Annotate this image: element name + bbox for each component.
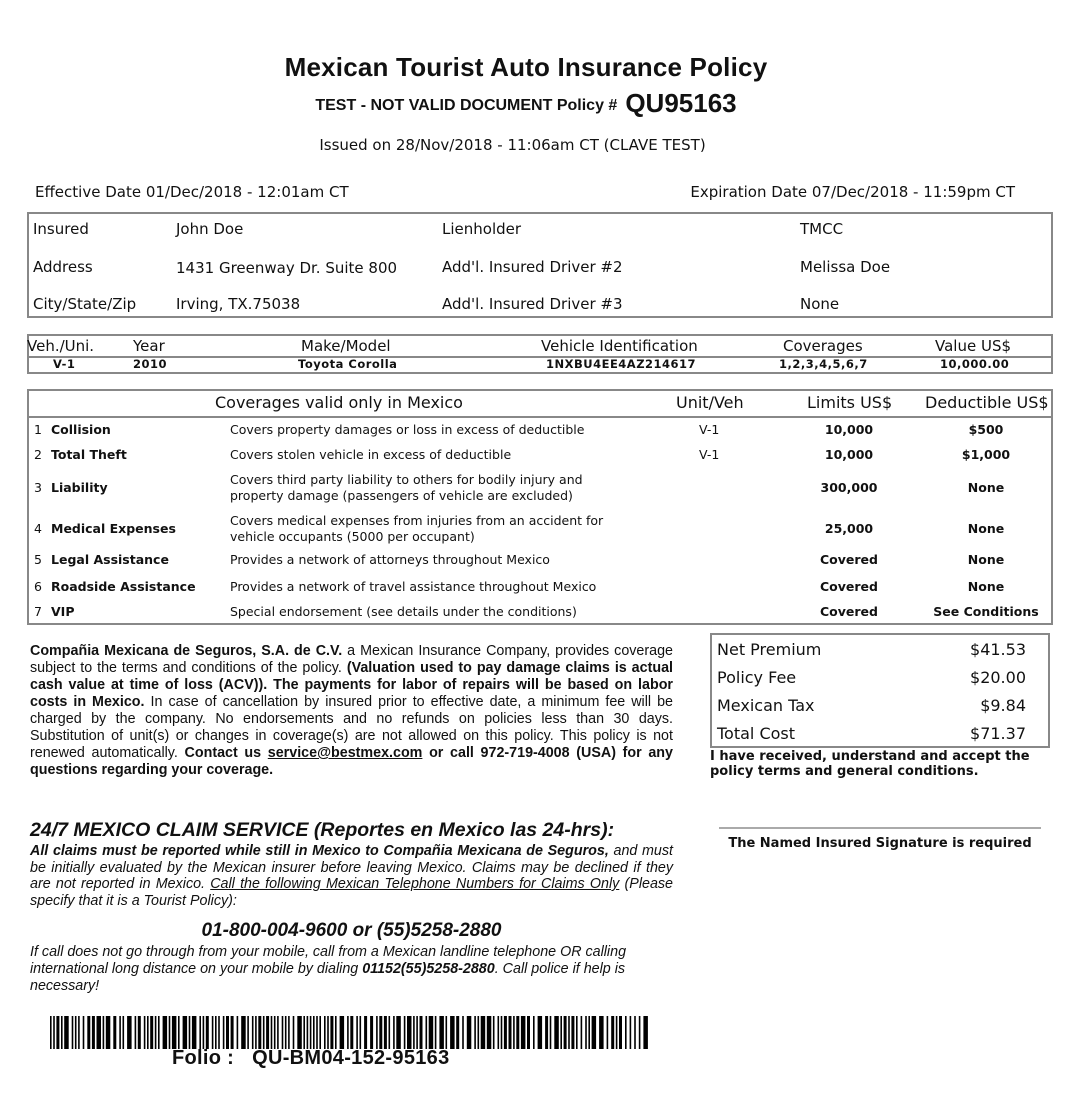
vehicle-year: 2010 [133, 357, 168, 371]
barcode-bar [258, 1016, 261, 1049]
coverages-header-title: Coverages valid only in Mexico [215, 393, 463, 412]
expiration-date: Expiration Date 07/Dec/2018 - 11:59pm CT [690, 183, 1015, 201]
coverage-desc: Covers third party liability to others for bodily injury and [230, 472, 583, 487]
mobile-text-2: . Call police if help is necessary! [30, 961, 626, 994]
premium-value: $41.53 [970, 640, 1026, 659]
coverage-limit: 10,000 [824, 422, 874, 437]
barcode-bar [169, 1016, 171, 1049]
barcode-bar [404, 1016, 406, 1049]
barcode-bar [316, 1016, 318, 1049]
legal-bold-1: (Valuation used to pay damage claims is actual cash value at time of loss (ACV)). The payments for labor of repairs will be based on labor costs in Mexico. [30, 660, 673, 710]
coverage-name: Liability [51, 480, 108, 495]
barcode-bar [467, 1016, 472, 1049]
barcode-bar [327, 1016, 329, 1049]
international-number: 01152(55)5258-2880 [362, 961, 495, 977]
barcode-bar [592, 1016, 597, 1049]
coverage-limit: 10,000 [824, 447, 874, 462]
claim-service-heading: 24/7 MEXICO CLAIM SERVICE (Reportes en Mexico las 24-hrs): [30, 819, 615, 841]
vehicle-unit: V-1 [53, 357, 76, 371]
signature-required-text: The Named Insured Signature is required [728, 836, 1032, 851]
coverages-header-unit: Unit/Veh [676, 393, 744, 412]
barcode-bar [218, 1016, 220, 1049]
vehicle-header-unit: Veh./Uni. [27, 337, 95, 355]
legal-terms [30, 643, 673, 779]
barcode-bar [103, 1016, 105, 1049]
coverage-deductible: None [967, 552, 1005, 567]
premium-label: Total Cost [717, 724, 796, 743]
barcode-bar [61, 1016, 63, 1049]
driver3-value: None [800, 295, 840, 313]
barcode-bar [192, 1016, 197, 1049]
barcode-bar [435, 1016, 437, 1049]
barcode-bar [92, 1016, 95, 1049]
mobile-text-1: If call does not go through from your mobile, call from a Mexican landline telephone OR calling international long distance on your mobile by dialing [30, 944, 627, 977]
coverage-deductible: $500 [968, 422, 1004, 437]
barcode-bar [172, 1016, 177, 1049]
barcode-bar [330, 1016, 333, 1049]
barcode-bar [263, 1016, 265, 1049]
coverage-num: 2 [34, 447, 42, 462]
coverage-name: Medical Expenses [51, 521, 176, 536]
barcode-bar [147, 1016, 149, 1049]
document-title: Mexican Tourist Auto Insurance Policy [284, 52, 768, 82]
barcode-bar [303, 1016, 305, 1049]
folio [172, 1047, 450, 1070]
barcode-bar [215, 1016, 217, 1049]
premium-summary [710, 633, 1050, 748]
barcode-bar [407, 1016, 412, 1049]
premium-value: $9.84 [980, 696, 1026, 715]
barcode-bar [571, 1016, 574, 1049]
barcode-bar [206, 1016, 209, 1049]
coverage-limit: Covered [820, 604, 878, 619]
lienholder-value: TMCC [800, 220, 844, 238]
barcode-bar [199, 1016, 201, 1049]
barcode-bar [550, 1016, 552, 1049]
claim-instructions [30, 843, 673, 909]
barcode-bar [350, 1016, 353, 1049]
barcode-bar [619, 1016, 622, 1049]
barcode-bar [516, 1016, 519, 1049]
coverages-header-deductible: Deductible US$ [925, 393, 1049, 412]
barcode-bar [155, 1016, 157, 1049]
coverage-desc-line2: property damage (passengers of vehicle are excluded) [230, 488, 573, 503]
barcode-bar [643, 1016, 648, 1049]
coverage-unit: V-1 [699, 422, 720, 437]
issued-date: Issued on 28/Nov/2018 - 11:06am CT (CLAVE TEST) [319, 136, 706, 154]
barcode-bar [113, 1016, 116, 1049]
barcode-bar [231, 1016, 234, 1049]
barcode-bar [568, 1016, 570, 1049]
barcode-bar [364, 1016, 367, 1049]
barcode-bar [247, 1016, 249, 1049]
address-label: Address [33, 258, 93, 276]
coverage-limit: Covered [820, 579, 878, 594]
barcode-bar [498, 1016, 500, 1049]
barcode-bar [97, 1016, 102, 1049]
claim-text-1: and must be initially evaluated by the Mexican insurer before leaving Mexico. Claims may be declined if they are not reported in Mexico. [30, 843, 674, 892]
barcode-bar [396, 1016, 401, 1049]
barcode-bar [630, 1016, 632, 1049]
folio-label: Folio : [172, 1047, 235, 1069]
policy-number: QU95163 [625, 88, 737, 118]
barcode-bar [538, 1016, 543, 1049]
vehicle-header-vin: Vehicle Identification [541, 337, 698, 355]
barcode-bar [150, 1016, 153, 1049]
barcode-bar [481, 1016, 486, 1049]
signature-line [719, 827, 1041, 829]
barcode-bar [474, 1016, 476, 1049]
vehicle-header-year: Year [133, 337, 165, 355]
vehicle-header-make: Make/Model [301, 337, 391, 355]
barcode-bar [288, 1016, 290, 1049]
barcode-bar [313, 1016, 315, 1049]
company-name: Compañia Mexicana de Seguros, S.A. de C.V. [30, 643, 343, 659]
barcode-bar [319, 1016, 321, 1049]
barcode-bar [513, 1016, 515, 1049]
coverage-limit: Covered [820, 552, 878, 567]
claim-underline: Call the following Mexican Telephone Numbers for Claims Only [210, 876, 620, 892]
barcode-bar [241, 1016, 246, 1049]
barcode-bar [163, 1016, 168, 1049]
claim-text-2: (Please specify that it is a Tourist Policy): [30, 876, 673, 909]
legal-phone: or call 972-719-4008 (USA) for any questions regarding your coverage. [30, 745, 673, 778]
premium-label: Net Premium [717, 640, 822, 659]
barcode-bar [53, 1016, 55, 1049]
barcode-bar [135, 1016, 137, 1049]
barcode-bar [226, 1016, 229, 1049]
coverage-num: 5 [34, 552, 42, 567]
coverage-deductible: None [967, 521, 1005, 536]
barcode-bar [420, 1016, 423, 1049]
insured-info-box [27, 212, 1053, 318]
coverage-num: 1 [34, 422, 42, 437]
coverage-name: Collision [51, 422, 111, 437]
barcode-bar [393, 1016, 395, 1049]
coverage-deductible: None [967, 579, 1005, 594]
barcode-bar [379, 1016, 382, 1049]
barcode-bar [123, 1016, 125, 1049]
legal-text-1: a Mexican Insurance Company, provides coverage subject to the terms and conditions of the policy. [30, 643, 674, 676]
coverage-name: Legal Assistance [51, 552, 169, 567]
barcode-bar [307, 1016, 309, 1049]
barcode-bar [138, 1016, 141, 1049]
lienholder-label: Lienholder [442, 220, 522, 238]
claim-bold: All claims must be reported while still in Mexico to Compañia Mexicana de Seguros, [30, 843, 609, 859]
barcode-bar [335, 1016, 337, 1049]
subtitle-text: TEST - NOT VALID DOCUMENT Policy # [315, 97, 618, 114]
barcode-bar [282, 1016, 284, 1049]
barcode-bar [616, 1016, 618, 1049]
document-subtitle [0, 88, 1052, 119]
barcode-bar [106, 1016, 111, 1049]
barcode-bar [64, 1016, 69, 1049]
barcode-bar [293, 1016, 295, 1049]
barcode-bar [266, 1016, 269, 1049]
barcode-bar [119, 1016, 121, 1049]
vehicle-vin: 1NXBU4EE4AZ214617 [546, 357, 697, 371]
premium-label: Policy Fee [717, 668, 797, 687]
barcode-bar [439, 1016, 444, 1049]
coverage-name: Total Theft [51, 447, 127, 462]
barcode-bar [87, 1016, 90, 1049]
barcode-bar [271, 1016, 273, 1049]
claim-phone-numbers: 01-800-004-9600 or (55)5258-2880 [201, 920, 502, 941]
barcode-bar [285, 1016, 287, 1049]
barcode-bar [370, 1016, 373, 1049]
barcode-bar [310, 1016, 312, 1049]
coverage-desc: Covers property damages or loss in excess of deductible [230, 422, 585, 437]
driver3-label: Add'l. Insured Driver #3 [442, 295, 623, 313]
coverages-table [27, 389, 1053, 625]
premium-value: $71.37 [970, 724, 1026, 743]
barcode-bar [509, 1016, 512, 1049]
barcode-bar [75, 1016, 77, 1049]
barcode-bar [588, 1016, 590, 1049]
barcode-bar [376, 1016, 378, 1049]
barcode-bar [212, 1016, 214, 1049]
barcode-bar [599, 1016, 604, 1049]
barcode-bar [487, 1016, 492, 1049]
barcode-bar [429, 1016, 434, 1049]
barcode-bar [564, 1016, 567, 1049]
coverage-name: VIP [51, 604, 75, 619]
insured-value: John Doe [176, 220, 244, 238]
barcode-bar [611, 1016, 614, 1049]
insured-label: Insured [33, 220, 89, 238]
barcode-bar [545, 1016, 548, 1049]
barcode-bar [416, 1016, 418, 1049]
mobile-instructions [30, 944, 673, 995]
barcode-bar [560, 1016, 562, 1049]
coverage-unit: V-1 [699, 447, 720, 462]
barcode-bar [625, 1016, 627, 1049]
coverage-desc: Covers stolen vehicle in excess of deductible [230, 447, 512, 462]
barcode-bar [426, 1016, 428, 1049]
coverage-num: 3 [34, 480, 42, 495]
barcode-bar [189, 1016, 191, 1049]
driver2-label: Add'l. Insured Driver #2 [442, 258, 623, 276]
barcode-bar [50, 1016, 52, 1049]
barcode-bar [576, 1016, 578, 1049]
coverage-limit: 25,000 [824, 521, 874, 536]
barcode-bar [501, 1016, 503, 1049]
coverage-desc-line2: vehicle occupants (5000 per occupant) [230, 529, 475, 544]
coverage-desc: Special endorsement (see details under the conditions) [230, 604, 577, 619]
acceptance-statement: I have received, understand and accept the policy terms and general conditions. [710, 749, 1030, 779]
coverage-deductible: See Conditions [933, 604, 1039, 619]
barcode-bar [504, 1016, 507, 1049]
premium-label: Mexican Tax [717, 696, 815, 715]
barcode-bar [237, 1016, 239, 1049]
barcode-bar [78, 1016, 80, 1049]
barcode-bar [178, 1016, 180, 1049]
barcode-bar [356, 1016, 358, 1049]
barcode-bar [347, 1016, 349, 1049]
legal-contact: Contact us [184, 745, 268, 761]
barcode-bar [277, 1016, 279, 1049]
barcode-bar [634, 1016, 636, 1049]
barcode-bar [456, 1016, 459, 1049]
coverage-desc: Covers medical expenses from injuries from an accident for [230, 513, 604, 528]
coverage-desc: Provides a network of attorneys throughout Mexico [230, 552, 550, 567]
folio-value: QU-BM04-152-95163 [252, 1047, 450, 1069]
address-value: 1431 Greenway Dr. Suite 800 [176, 259, 398, 277]
driver2-value: Melissa Doe [800, 258, 891, 276]
coverage-limit: 300,000 [820, 480, 878, 495]
vehicle-make: Toyota Corolla [298, 357, 398, 371]
barcode-bar [450, 1016, 455, 1049]
barcode-bar [324, 1016, 326, 1049]
barcode-bar [360, 1016, 362, 1049]
coverage-num: 7 [34, 604, 42, 619]
effective-date: Effective Date 01/Dec/2018 - 12:01am CT [35, 183, 349, 201]
barcode [50, 1016, 650, 1049]
vehicle-coverages: 1,2,3,4,5,6,7 [779, 357, 868, 371]
coverage-desc: Provides a network of travel assistance throughout Mexico [230, 579, 597, 594]
barcode-bar [72, 1016, 74, 1049]
vehicle-header-value: Value US$ [935, 337, 1012, 355]
vehicle-table [27, 334, 1053, 374]
coverage-num: 6 [34, 579, 42, 594]
barcode-bar [446, 1016, 448, 1049]
barcode-bar [223, 1016, 225, 1049]
barcode-bar [127, 1016, 132, 1049]
barcode-bar [255, 1016, 257, 1049]
legal-text-2: In case of cancellation by insured prior to effective date, a minimum fee will be charged by the company. No endorsements and no refunds on policies less than 30 days. Substitution of unit(s) or changes in coverage(s) are not allowed on this policy. This policy is not renewed automatically. [30, 694, 673, 761]
barcode-bar [297, 1016, 302, 1049]
vehicle-divider [29, 356, 1051, 358]
coverage-name: Roadside Assistance [51, 579, 196, 594]
barcode-bar [462, 1016, 464, 1049]
barcode-bar [533, 1016, 535, 1049]
barcode-bar [83, 1016, 85, 1049]
barcode-bar [527, 1016, 530, 1049]
barcode-bar [554, 1016, 559, 1049]
barcode-bar [493, 1016, 495, 1049]
coverage-num: 4 [34, 521, 42, 536]
coverage-deductible: $1,000 [961, 447, 1011, 462]
barcode-bar [183, 1016, 188, 1049]
barcode-bar [158, 1016, 160, 1049]
barcode-bar [340, 1016, 345, 1049]
barcode-bar [413, 1016, 415, 1049]
vehicle-header-coverages: Coverages [783, 337, 863, 355]
barcode-bar [607, 1016, 609, 1049]
barcode-bar [389, 1016, 391, 1049]
city-value: Irving, TX.75038 [176, 295, 301, 313]
barcode-bar [144, 1016, 146, 1049]
vehicle-value: 10,000.00 [940, 357, 1010, 371]
barcode-bar [521, 1016, 526, 1049]
barcode-bar [203, 1016, 205, 1049]
city-label: City/State/Zip [33, 295, 137, 313]
barcode-bar [274, 1016, 276, 1049]
premium-value: $20.00 [970, 668, 1026, 687]
coverages-header-limits: Limits US$ [807, 393, 893, 412]
email-link[interactable]: service@bestmex.com [267, 745, 423, 761]
coverage-deductible: None [967, 480, 1005, 495]
barcode-bar [384, 1016, 387, 1049]
barcode-bar [478, 1016, 480, 1049]
barcode-bar [639, 1016, 641, 1049]
barcode-bar [585, 1016, 587, 1049]
barcode-bar [56, 1016, 59, 1049]
coverages-divider [29, 416, 1051, 418]
barcode-bar [581, 1016, 583, 1049]
barcode-bar [252, 1016, 254, 1049]
